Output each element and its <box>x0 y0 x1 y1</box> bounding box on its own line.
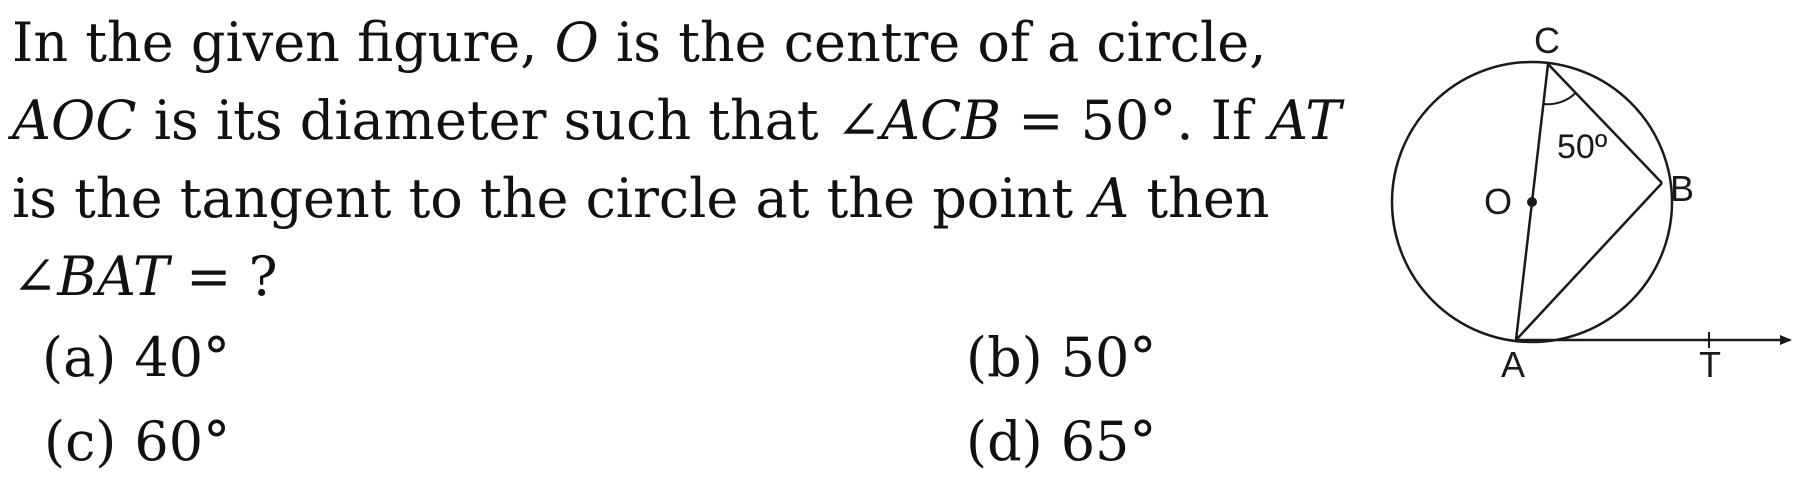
point-a-ref: A <box>1090 167 1130 230</box>
angle-arc-c <box>1543 93 1575 104</box>
question-text-fragment: In the given figure, <box>12 11 555 74</box>
question-text-fragment: is its diameter such that ∠ <box>136 89 882 152</box>
question-text-fragment: is the centre of a circle, <box>598 11 1267 74</box>
option-a[interactable] <box>42 326 230 389</box>
question-text <box>12 4 1342 316</box>
option-label: (c) <box>44 410 117 473</box>
option-value: 65° <box>1060 410 1157 473</box>
tangent-at-ref: AT <box>1269 89 1342 152</box>
question-line-1 <box>12 4 1267 82</box>
angle-value-label: 50º <box>1557 128 1608 166</box>
chord-ab <box>1516 183 1662 340</box>
option-b[interactable] <box>966 326 1156 389</box>
point-b-label: B <box>1670 168 1695 209</box>
option-value: 40° <box>134 326 231 389</box>
point-a-label: A <box>1500 344 1526 385</box>
point-o-label: O <box>1484 181 1513 222</box>
point-c-label: C <box>1534 20 1560 61</box>
option-d[interactable] <box>966 410 1156 473</box>
question-text-fragment: then <box>1129 167 1270 230</box>
option-c[interactable] <box>44 410 230 473</box>
angle-bat-ref: BAT <box>57 245 169 308</box>
option-value: 60° <box>134 410 231 473</box>
angle-symbol: ∠ <box>12 245 58 308</box>
question-line-3 <box>12 160 1270 238</box>
option-label: (b) <box>966 326 1043 389</box>
angle-acb-ref: ACB <box>881 89 1002 152</box>
option-label: (a) <box>42 326 117 389</box>
option-label: (d) <box>966 410 1043 473</box>
question-text-fragment: is the tangent to the circle at the point <box>12 167 1091 230</box>
geometry-figure <box>1370 0 1810 483</box>
question-line-2 <box>12 82 1342 160</box>
question-text-fragment: = 50°. If <box>1001 89 1270 152</box>
point-t-label: T <box>1699 344 1721 385</box>
center-point-o <box>1527 197 1537 207</box>
point-o-ref: O <box>554 11 599 74</box>
option-value: 50° <box>1060 326 1157 389</box>
question-text-fragment: = ? <box>169 245 278 308</box>
diameter-ref: AOC <box>12 89 137 152</box>
answer-options <box>0 322 1260 483</box>
question-line-4 <box>12 238 1234 316</box>
